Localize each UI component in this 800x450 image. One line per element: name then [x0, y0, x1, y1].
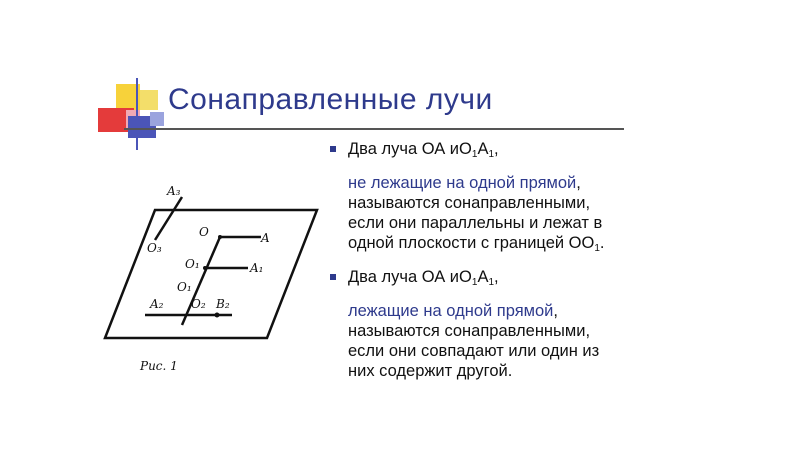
label-o1: O₁: [185, 257, 200, 271]
subscript: 1: [471, 277, 478, 288]
bullet-body-2: [330, 301, 630, 381]
plane-diagram: [95, 180, 325, 380]
body-text: , называются сонаправленными, если они параллельны и лежат в одной плоскости с границей: [348, 174, 603, 252]
point-b2: [215, 313, 220, 318]
label-a1: A₁: [250, 261, 264, 275]
figure-caption: Рис. 1: [140, 359, 178, 373]
bullet-lead: Два луча ОА и: [348, 140, 460, 158]
title-underline: [124, 128, 624, 130]
light-blue-square: [150, 112, 164, 126]
bullet-marker: [330, 146, 336, 152]
vertical-rule: [136, 78, 138, 150]
highlight-text: не лежащие на одной прямой: [348, 174, 577, 192]
label-o1-lower: O₁: [177, 280, 192, 294]
label-o2: O₂: [191, 297, 206, 311]
yellow-square-small: [140, 90, 158, 110]
body-text: , называются сонаправленными, если они совпадают или один из них содержит другой.: [348, 302, 600, 380]
a-letter: А: [477, 268, 489, 286]
subscript: 1: [488, 149, 495, 160]
slide-title: Сонаправленные лучи: [168, 83, 493, 116]
a-letter: А: [477, 140, 489, 158]
oo-text: ОО: [568, 234, 595, 252]
label-a2: A₂: [150, 297, 164, 311]
subscript: 1: [488, 277, 495, 288]
label-a3: A₃: [167, 184, 181, 198]
bullet-marker: [330, 274, 336, 280]
bullet-list: [330, 139, 630, 381]
bullet-lead: Два луча ОА и: [348, 268, 460, 286]
highlight-text: лежащие на одной прямой: [348, 302, 554, 320]
label-o: O: [199, 225, 209, 239]
point-o1: [203, 266, 207, 270]
point-o: [218, 235, 222, 239]
label-b2: B₂: [216, 297, 230, 311]
bullet-item-2: [330, 267, 630, 293]
o-letter: О: [459, 140, 472, 158]
bullet-body-1: [330, 173, 630, 259]
lead-tail: ,: [494, 140, 499, 158]
o-letter: О: [459, 268, 472, 286]
ray-o3a3: [155, 197, 182, 240]
bullet-item-1: [330, 139, 630, 165]
subscript: 1: [471, 149, 478, 160]
subscript: 1: [594, 243, 600, 254]
figure: [95, 180, 325, 380]
plane-outline: [105, 210, 317, 338]
label-a: A: [261, 231, 270, 245]
body-tail: .: [599, 234, 605, 252]
label-o3: O₃: [147, 241, 162, 255]
lead-tail: ,: [494, 268, 499, 286]
